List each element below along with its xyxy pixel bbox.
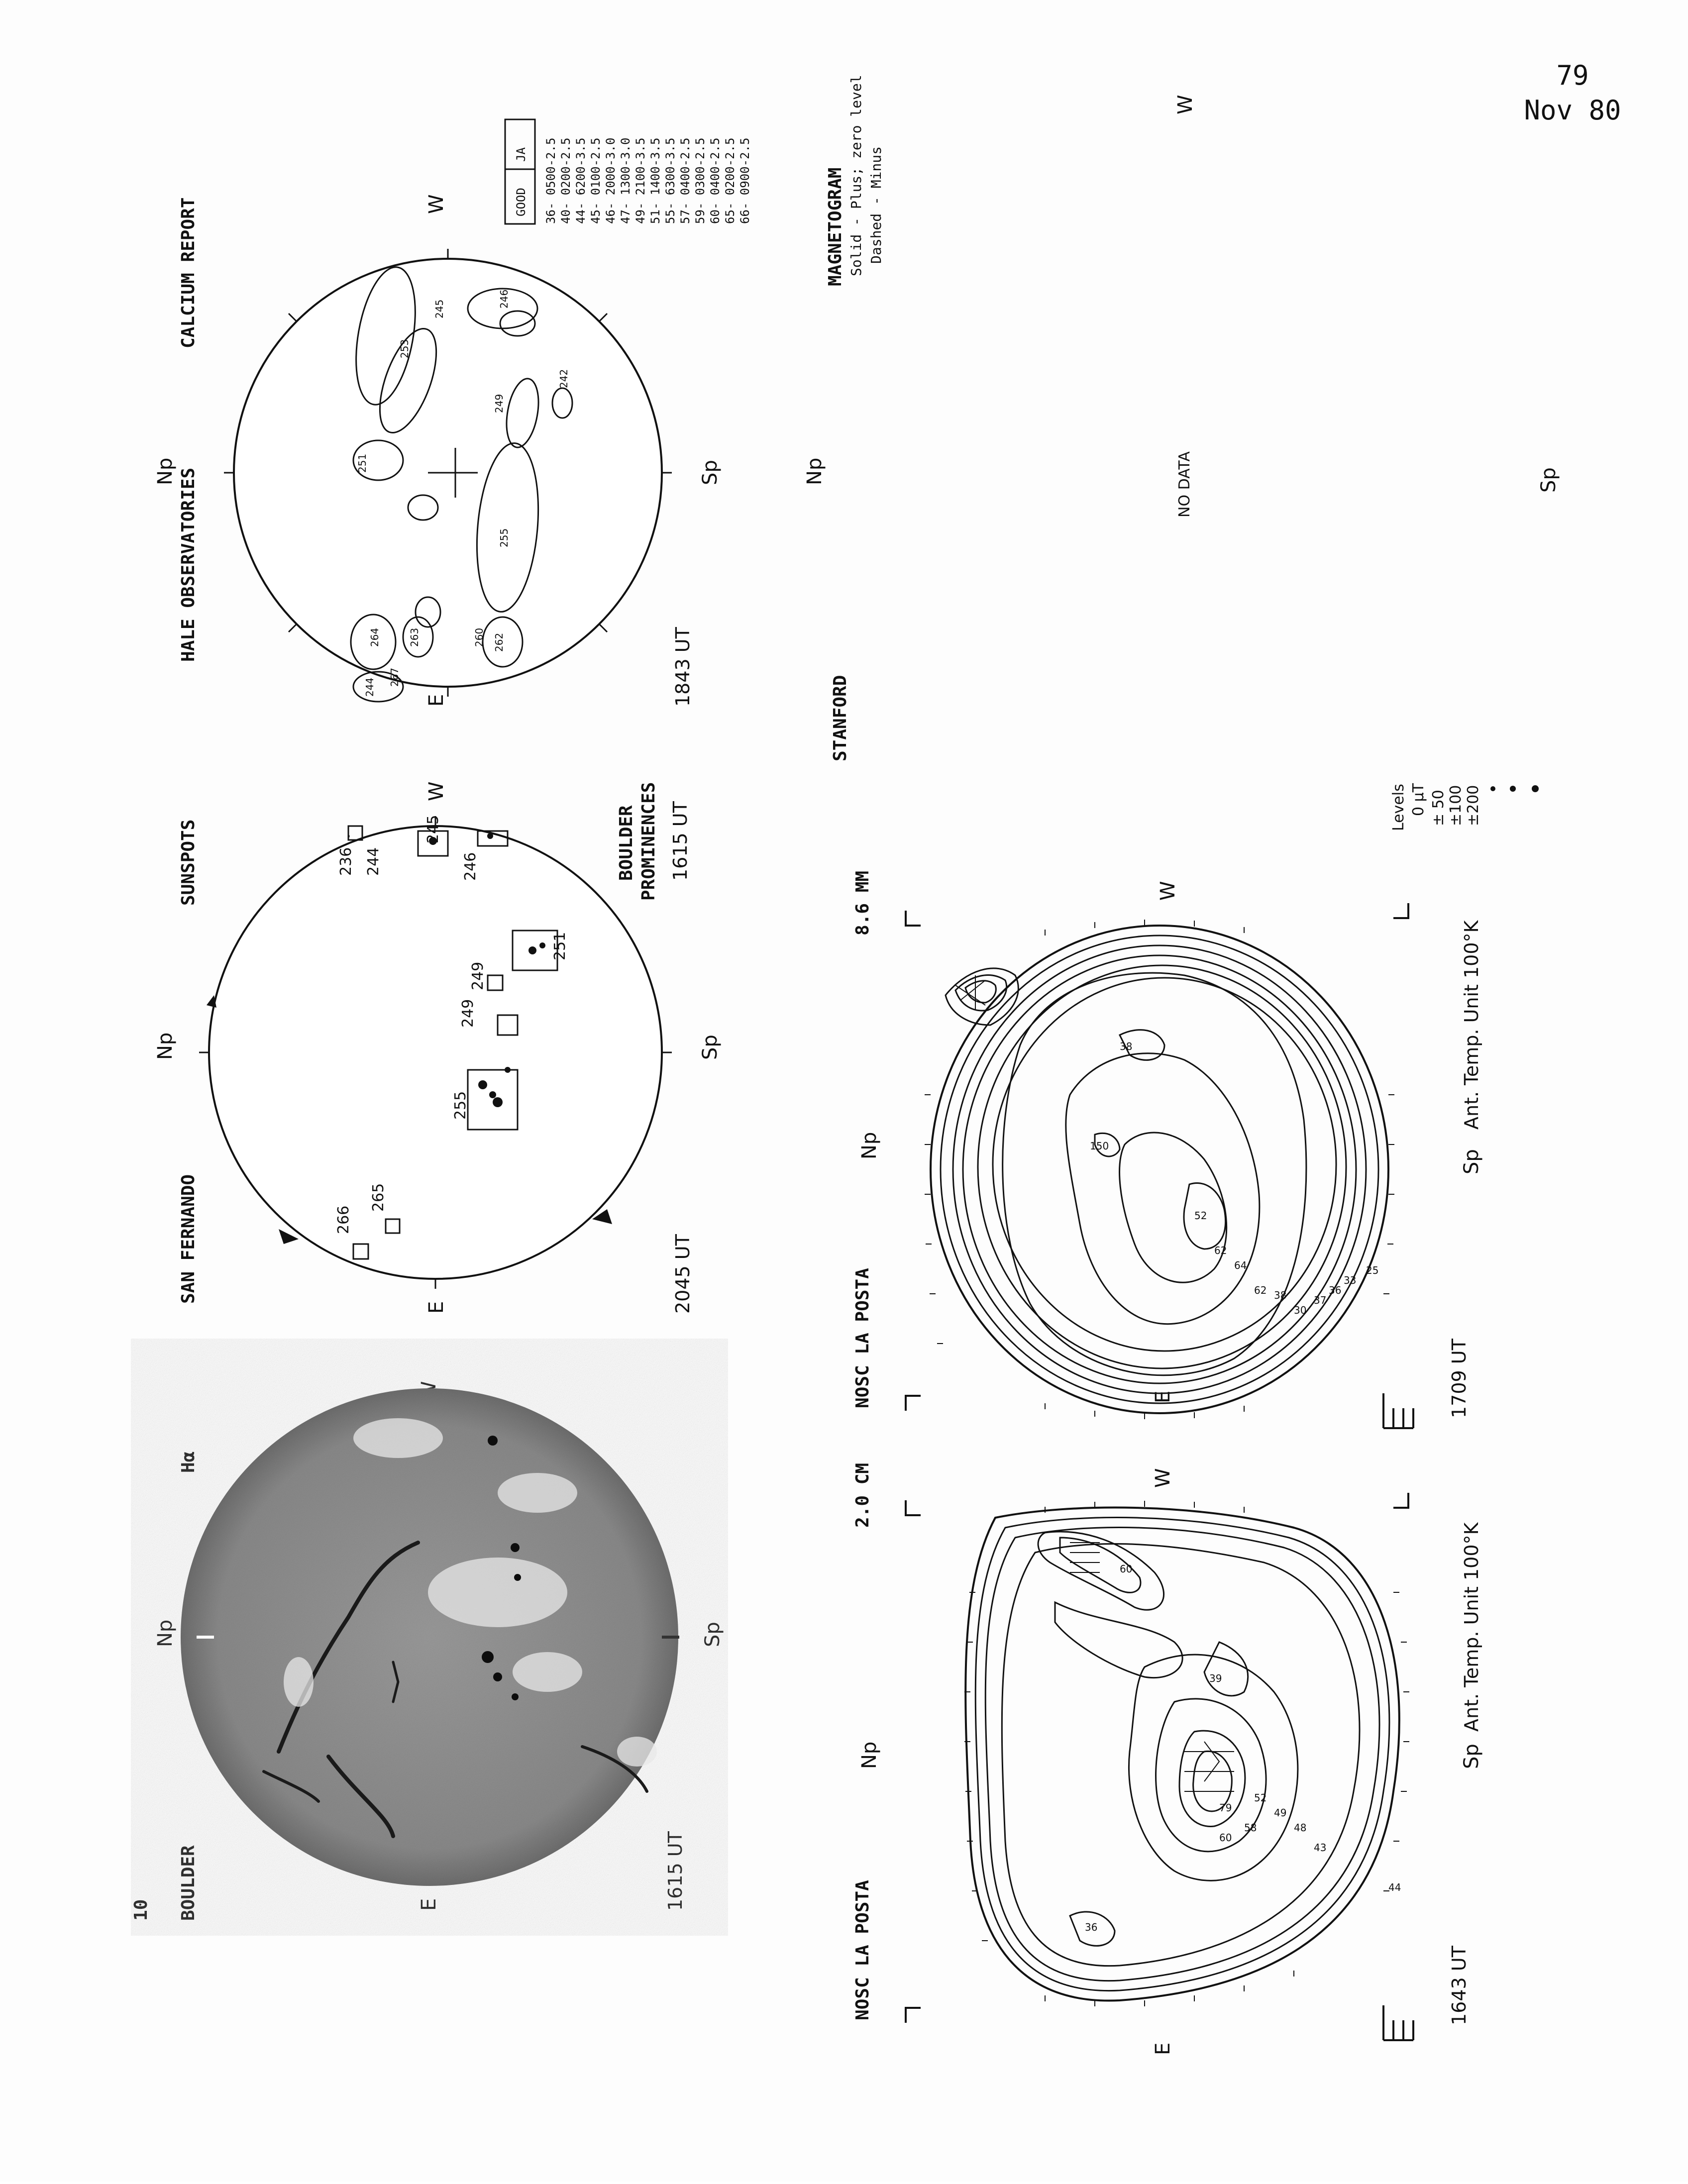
region-236: 236 xyxy=(337,847,355,876)
stanford-nodata: NO DATA xyxy=(1176,451,1193,518)
sanfernando-w: W xyxy=(425,781,448,801)
nosc20-scale xyxy=(1383,2005,1413,2040)
nosc86-label: 25 xyxy=(1366,1264,1379,1276)
nosc86-label: 30 xyxy=(1294,1304,1307,1316)
nosc86-sp: Sp xyxy=(1460,1149,1483,1174)
nosc20-label: 52 xyxy=(1254,1792,1267,1804)
nosc86-e: E xyxy=(1152,1390,1174,1403)
nosc86-label: 37 xyxy=(1314,1294,1327,1306)
nosc86-brackets xyxy=(906,903,1408,1411)
boulder-np: Np xyxy=(154,1619,177,1647)
nosc-2cm-panel xyxy=(852,1463,1483,2055)
legend-row: 49- 2100-3.5 xyxy=(633,137,647,224)
nosc86-freq: 8.6 MM xyxy=(852,870,873,936)
nosc86-w: W xyxy=(1157,881,1179,901)
legend-row: 55- 6300-3.5 xyxy=(663,137,677,224)
plage-260: 260 xyxy=(473,627,485,647)
sanfernando-time: 2045 UT xyxy=(672,1234,694,1314)
plage-244: 244 xyxy=(364,677,376,697)
nosc20-unit: Ant. Temp. Unit 100°K xyxy=(1461,1522,1482,1732)
region-244: 244 xyxy=(365,847,382,876)
plage-251: 251 xyxy=(356,453,368,473)
legend-row: 47- 1300-3.0 xyxy=(619,137,633,224)
legend-row: 51- 1400-3.5 xyxy=(648,137,662,224)
stanford-desc-2: Dashed - Minus xyxy=(868,146,884,264)
legend-ja: JA xyxy=(514,147,528,162)
region-265: 265 xyxy=(370,1183,387,1212)
legend-row: 65- 0200-2.5 xyxy=(723,137,737,224)
plage-262: 262 xyxy=(493,632,505,652)
sanfernando-np: Np xyxy=(154,1032,177,1060)
level-200: ±200 xyxy=(1465,785,1482,826)
nosc86-contours xyxy=(931,926,1388,1413)
region-246: 246 xyxy=(462,852,479,881)
levels-title: Levels xyxy=(1390,784,1407,831)
level-0: 0 µT xyxy=(1410,783,1427,816)
hale-np: Np xyxy=(154,457,177,485)
prominence-label-1: BOULDER xyxy=(616,805,636,881)
prominence-label-2: PROMINENCES xyxy=(638,782,659,901)
nosc86-time: 1709 UT xyxy=(1448,1339,1470,1418)
nosc20-label: 79 xyxy=(1219,1802,1232,1814)
page-date: Nov 80 xyxy=(1524,95,1621,126)
nosc20-sp: Sp xyxy=(1460,1744,1483,1769)
nosc20-label: 58 xyxy=(1244,1822,1257,1834)
nosc20-e: E xyxy=(1152,2042,1174,2055)
legend-rows xyxy=(544,138,752,224)
calcium-legend xyxy=(505,119,752,224)
halpha-disk xyxy=(181,1388,678,1886)
legend-row: 45- 0100-2.5 xyxy=(589,137,603,224)
region-245: 245 xyxy=(424,815,442,843)
nosc86-label: 62 xyxy=(1254,1284,1267,1296)
nosc86-label: 38 xyxy=(1120,1040,1133,1052)
legend-row: 36- 0500-2.5 xyxy=(544,137,558,224)
plage-245: 245 xyxy=(433,299,445,318)
nosc20-label: 44 xyxy=(1388,1881,1401,1893)
hale-panel xyxy=(154,119,752,707)
nosc86-label: 52 xyxy=(1194,1210,1207,1222)
stanford-subtitle: MAGNETOGRAM xyxy=(825,167,845,286)
nosc20-np: Np xyxy=(858,1741,881,1769)
nosc86-np: Np xyxy=(858,1132,881,1159)
plage-246: 246 xyxy=(498,289,510,309)
plage-242: 242 xyxy=(558,369,570,388)
stanford-w: W xyxy=(1174,95,1197,114)
nosc86-label: 33 xyxy=(1344,1274,1357,1286)
hale-sp: Sp xyxy=(699,460,722,485)
plage-249: 249 xyxy=(493,394,505,413)
nosc86-label: 62 xyxy=(1214,1245,1227,1256)
legend-row: 46- 2000-3.0 xyxy=(604,137,618,224)
nosc86-label: 38 xyxy=(1274,1289,1287,1301)
nosc86-label: 36 xyxy=(1329,1284,1342,1296)
nosc20-title: NOSC LA POSTA xyxy=(852,1880,873,2020)
legend-row: 40- 0200-2.5 xyxy=(559,137,573,224)
hale-title: HALE OBSERVATORIES xyxy=(178,467,199,662)
nosc20-freq: 2.0 CM xyxy=(852,1462,873,1528)
boulder-sp: Sp xyxy=(701,1622,724,1647)
sanfernando-subtitle: SUNSPOTS xyxy=(178,819,199,906)
sunspot-disk xyxy=(209,826,662,1279)
stanford-desc-1: Solid - Plus; zero level xyxy=(848,75,864,276)
boulder-filter: Hα xyxy=(178,1451,199,1473)
boulder-time: 1615 UT xyxy=(664,1831,686,1911)
sanfernando-panel xyxy=(154,781,722,1314)
hale-e: E xyxy=(425,694,448,707)
region-255: 255 xyxy=(452,1091,469,1120)
sanfernando-sp: Sp xyxy=(699,1035,722,1060)
boulder-halpha-panel xyxy=(131,1381,724,1921)
nosc86-label: 150 xyxy=(1090,1140,1109,1152)
level-100: ±100 xyxy=(1447,785,1465,826)
plage-267: 267 xyxy=(389,667,401,687)
sanfernando-title: SAN FERNANDO xyxy=(178,1174,199,1304)
region-266: 266 xyxy=(335,1205,352,1234)
legend-row: 44- 6200-3.5 xyxy=(574,137,588,224)
nosc20-contours xyxy=(965,1508,1399,2001)
nosc86-unit: Ant. Temp. Unit 100°K xyxy=(1461,920,1482,1130)
legend-row: 66- 0900-2.5 xyxy=(738,137,752,224)
nosc20-time: 1643 UT xyxy=(1448,1946,1470,2025)
prominence-time: 1615 UT xyxy=(669,801,691,881)
stanford-title: STANFORD xyxy=(830,675,850,761)
boulder-e: E xyxy=(418,1898,440,1911)
plage-253: 253 xyxy=(399,339,411,358)
region-249a: 249 xyxy=(459,999,477,1028)
legend-row: 60- 0400-2.5 xyxy=(708,137,722,224)
page-number: 79 xyxy=(1556,60,1589,91)
region-249b: 249 xyxy=(469,961,487,990)
hale-subtitle: CALCIUM REPORT xyxy=(178,197,199,348)
stanford-panel xyxy=(803,75,1560,831)
nosc20-w: W xyxy=(1152,1468,1174,1488)
stanford-sp: Sp xyxy=(1537,467,1560,493)
sanfernando-e: E xyxy=(425,1301,448,1314)
nosc20-label: 36 xyxy=(1085,1921,1098,1933)
nosc20-label: 60 xyxy=(1120,1563,1133,1575)
legend-row: 57- 0400-2.5 xyxy=(678,137,692,224)
nosc20-label: 60 xyxy=(1219,1832,1232,1844)
boulder-title: BOULDER xyxy=(178,1845,199,1921)
legend-row: 59- 0300-2.5 xyxy=(693,137,707,224)
nosc20-hot-region xyxy=(1070,1543,1234,1791)
plage-263: 263 xyxy=(409,627,421,647)
hale-w: W xyxy=(425,194,448,214)
panel-index: 10 xyxy=(131,1899,151,1921)
nosc20-label: 39 xyxy=(1209,1672,1222,1684)
level-50: ± 50 xyxy=(1430,790,1447,826)
nosc20-label: 49 xyxy=(1274,1807,1287,1819)
region-251: 251 xyxy=(551,932,569,960)
plage-264: 264 xyxy=(369,627,381,647)
nosc-8mm-panel xyxy=(852,871,1483,1428)
nosc86-scale xyxy=(1383,1393,1413,1428)
plage-255: 255 xyxy=(498,528,510,547)
level-markers xyxy=(1490,785,1539,792)
hale-time: 1843 UT xyxy=(672,627,694,707)
nosc20-label: 43 xyxy=(1314,1842,1327,1854)
stanford-np: Np xyxy=(803,457,826,485)
nosc86-title: NOSC LA POSTA xyxy=(852,1268,873,1408)
nosc20-label: 48 xyxy=(1294,1822,1307,1834)
nosc86-label: 64 xyxy=(1234,1259,1247,1271)
legend-good: GOOD xyxy=(514,188,528,216)
